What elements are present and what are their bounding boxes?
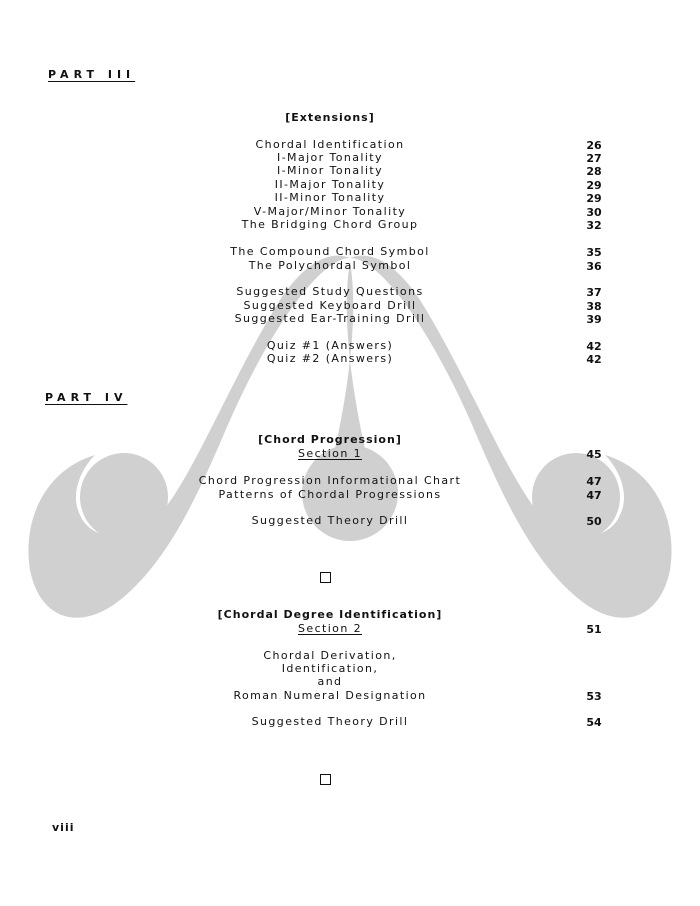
toc-entry-title: Roman Numeral Designation — [233, 689, 427, 702]
toc-entry-title: Chordal Derivation, — [263, 649, 397, 662]
toc-entry-title: Suggested Keyboard Drill — [243, 299, 417, 312]
toc-entry-page: 27 — [586, 152, 602, 165]
toc-entry-page: 53 — [586, 690, 602, 703]
toc-entry-page: 29 — [586, 179, 602, 192]
toc-entry-title: Suggested Ear-Training Drill — [234, 312, 426, 325]
toc-entry-page: 36 — [586, 260, 602, 273]
section-heading: [Chord Progression] — [258, 433, 402, 446]
toc-entry-title: The Bridging Chord Group — [241, 218, 419, 231]
toc-entry-page: 32 — [586, 219, 602, 232]
toc-entry-title: The Compound Chord Symbol — [230, 245, 430, 258]
toc-entry-title: Suggested Theory Drill — [251, 514, 409, 527]
toc-entry-page: 26 — [586, 139, 602, 152]
toc-entry-page: 42 — [586, 353, 602, 366]
section-divider-square — [320, 774, 331, 785]
toc-entry-page: 38 — [586, 300, 602, 313]
page-folio: viii — [52, 821, 75, 834]
toc-entry-title: Quiz #1 (Answers) — [266, 339, 394, 352]
section-divider-square — [320, 572, 331, 583]
toc-entry-title: and — [317, 675, 343, 688]
toc-entry-page: 28 — [586, 165, 602, 178]
toc-entry-page: 30 — [586, 206, 602, 219]
section-page: 45 — [586, 448, 602, 461]
toc-entry-page: 42 — [586, 340, 602, 353]
part-heading: PART IV — [45, 391, 128, 404]
toc-entry-title: Identification, — [281, 662, 379, 675]
toc-entry-page: 47 — [586, 475, 602, 488]
toc-entry-page: 37 — [586, 286, 602, 299]
toc-entry-page: 39 — [586, 313, 602, 326]
section-label: Section 2 — [298, 622, 362, 635]
toc-entry-title: Chordal Identification — [255, 138, 405, 151]
toc-entry-page: 47 — [586, 489, 602, 502]
section-heading: [Extensions] — [285, 111, 375, 124]
toc-entry-title: I-Minor Tonality — [276, 164, 384, 177]
toc-entry-title: Patterns of Chordal Progressions — [218, 488, 442, 501]
toc-entry-title: II-Minor Tonality — [274, 191, 386, 204]
toc-entry-page: 50 — [586, 515, 602, 528]
section-label: Section 1 — [298, 447, 362, 460]
toc-entry-title: I-Major Tonality — [277, 151, 383, 164]
toc-entry-title: II-Major Tonality — [274, 178, 386, 191]
toc-entry-title: Chord Progression Informational Chart — [198, 474, 462, 487]
toc-entry-page: 35 — [586, 246, 602, 259]
toc-entry-page: 54 — [586, 716, 602, 729]
toc-entry-title: Quiz #2 (Answers) — [266, 352, 394, 365]
part-heading: PART III — [48, 68, 136, 81]
section-heading: [Chordal Degree Identification] — [217, 608, 443, 621]
section-page: 51 — [586, 623, 602, 636]
toc-entry-title: The Polychordal Symbol — [248, 259, 412, 272]
toc-entry-title: Suggested Theory Drill — [251, 715, 409, 728]
toc-entry-page: 29 — [586, 192, 602, 205]
toc-entry-title: V-Major/Minor Tonality — [253, 205, 407, 218]
toc-entry-title: Suggested Study Questions — [236, 285, 424, 298]
